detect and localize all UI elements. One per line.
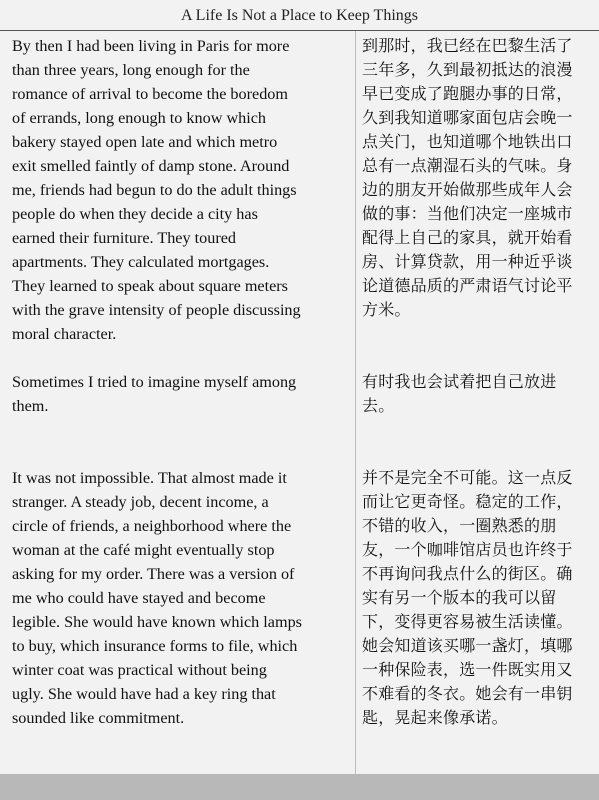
english-paragraph-2 [12, 370, 352, 418]
english-line: me, friends had begun to do the adult things [12, 181, 297, 199]
footer-bar [0, 774, 599, 800]
english-line: exit smelled faintly of damp stone. Around [12, 157, 290, 175]
english-line: winter coat was practical without being [12, 661, 267, 679]
chinese-line: 久到我知道哪家面包店会晚一 [362, 108, 573, 127]
english-line: with the grave intensity of people discussing [12, 301, 301, 319]
chinese-line: 论道德品质的严肃语气讨论平 [362, 276, 573, 295]
chinese-line: 而让它更奇怪。稳定的工作， [362, 492, 573, 511]
chinese-line: 三年多，久到最初抵达的浪漫 [362, 60, 573, 79]
chinese-paragraph-1 [362, 34, 594, 322]
english-line: than three years, long enough for the [12, 61, 250, 79]
header-divider [0, 30, 599, 31]
column-divider [355, 31, 356, 774]
english-line: ugly. She would have had a key ring that [12, 685, 276, 703]
chinese-line: 不错的收入，一圈熟悉的朋 [362, 516, 557, 535]
chinese-line: 实有另一个版本的我可以留 [362, 588, 557, 607]
english-line: circle of friends, a neighborhood where the [12, 517, 292, 535]
english-line: Sometimes I tried to imagine myself among [12, 373, 297, 391]
english-line: It was not impossible. That almost made it [12, 469, 287, 487]
english-paragraph-1 [12, 34, 352, 346]
chinese-line: 总有一点潮湿石头的气味。身 [362, 156, 573, 175]
chinese-line: 下，变得更容易被生活读懂。 [362, 612, 573, 631]
chinese-line: 并不是完全不可能。这一点反 [362, 468, 573, 487]
chinese-paragraph-3 [362, 466, 594, 730]
chinese-line: 不再询问我点什么的街区。确 [362, 564, 573, 583]
chinese-line: 到那时，我已经在巴黎生活了 [362, 36, 573, 55]
english-line: them. [12, 397, 49, 415]
english-line: They learned to speak about square meters [12, 277, 288, 295]
english-line: people do when they decide a city has [12, 205, 258, 223]
chinese-line: 早已变成了跑腿办事的日常， [362, 84, 573, 103]
english-line: bakery stayed open late and which metro [12, 133, 278, 151]
chinese-line: 点关门，也知道哪个地铁出口 [362, 132, 573, 151]
english-line: stranger. A steady job, decent income, a [12, 493, 269, 511]
english-line: By then I had been living in Paris for more [12, 37, 290, 55]
english-line: sounded like commitment. [12, 709, 185, 727]
english-line: woman at the café might eventually stop [12, 541, 275, 559]
english-line: to buy, which insurance forms to file, which [12, 637, 298, 655]
chinese-line: 她会知道该买哪一盏灯，填哪 [362, 636, 573, 655]
english-line: asking for my order. There was a version of [12, 565, 295, 583]
english-line: of errands, long enough to know which [12, 109, 267, 127]
chinese-line: 友，一个咖啡馆店员也许终于 [362, 540, 573, 559]
english-line: earned their furniture. They toured [12, 229, 236, 247]
english-line: apartments. They calculated mortgages. [12, 253, 270, 271]
chinese-line: 方米。 [362, 300, 411, 319]
english-line: romance of arrival to become the boredom [12, 85, 288, 103]
chinese-line: 房、计算贷款，用一种近乎谈 [362, 252, 573, 271]
english-line: me who could have stayed and become [12, 589, 266, 607]
english-line: legible. She would have known which lamps [12, 613, 302, 631]
chinese-line: 不难看的冬衣。她会有一串钥 [362, 684, 573, 703]
english-paragraph-3 [12, 466, 352, 730]
chinese-line: 做的事：当他们决定一座城市 [362, 204, 573, 223]
chinese-line: 有时我也会试着把自己放进 [362, 372, 557, 391]
chinese-line: 配得上自己的家具，就开始看 [362, 228, 573, 247]
chinese-line: 去。 [362, 396, 395, 415]
chinese-line: 一种保险表，选一件既实用又 [362, 660, 573, 679]
chinese-paragraph-2 [362, 370, 594, 418]
chinese-line: 边的朋友开始做那些成年人会 [362, 180, 573, 199]
chinese-line: 匙，晃起来像承诺。 [362, 708, 508, 727]
english-line: moral character. [12, 325, 117, 343]
page-title: A Life Is Not a Place to Keep Things [181, 7, 418, 24]
